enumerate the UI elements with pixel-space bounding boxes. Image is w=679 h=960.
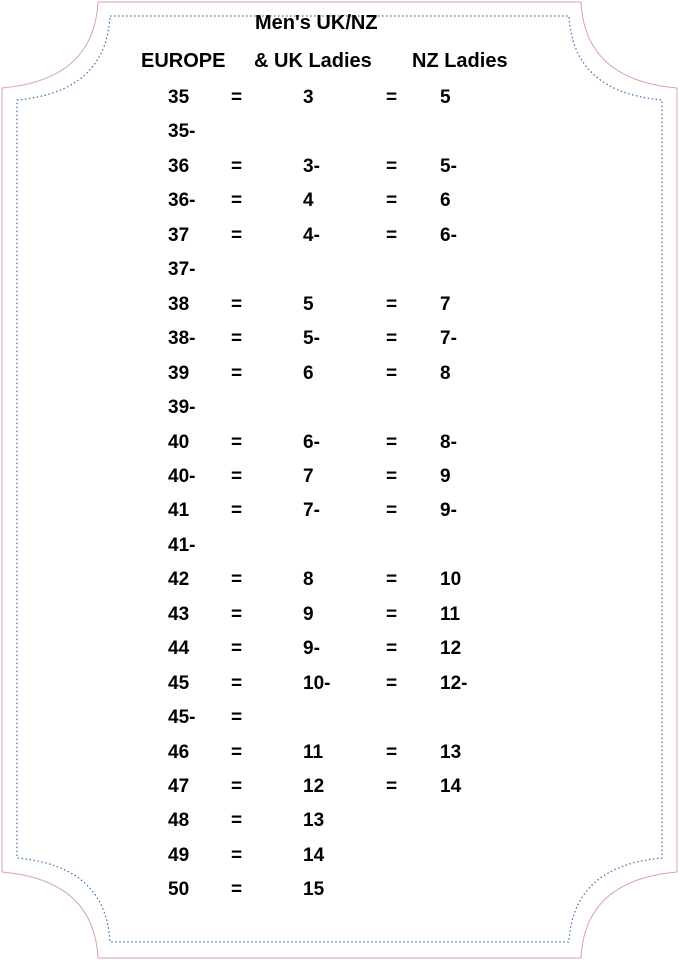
uk-size: 4 bbox=[303, 190, 314, 211]
equals-sign: = bbox=[231, 879, 243, 900]
header-nz-ladies: NZ Ladies bbox=[412, 50, 508, 72]
europe-size: 36 bbox=[168, 156, 190, 177]
europe-size: 42 bbox=[168, 569, 190, 590]
nz-size: 7 bbox=[440, 294, 451, 315]
equals-sign: = bbox=[231, 432, 243, 453]
uk-size: 8 bbox=[303, 569, 314, 590]
europe-size: 37 bbox=[168, 225, 190, 246]
europe-size: 38 bbox=[168, 294, 190, 315]
uk-size: 4- bbox=[303, 225, 320, 246]
europe-size: 39 bbox=[168, 363, 190, 384]
nz-size: 7- bbox=[440, 328, 457, 349]
equals-sign: = bbox=[231, 466, 243, 487]
equals-sign: = bbox=[386, 87, 398, 108]
outer-border bbox=[2, 2, 677, 958]
europe-size: 40 bbox=[168, 432, 190, 453]
equals-sign: = bbox=[386, 638, 398, 659]
equals-sign: = bbox=[231, 225, 243, 246]
equals-sign: = bbox=[386, 432, 398, 453]
nz-size: 5 bbox=[440, 87, 451, 108]
equals-sign: = bbox=[386, 742, 398, 763]
nz-size: 5- bbox=[440, 156, 457, 177]
uk-size: 9- bbox=[303, 638, 320, 659]
equals-sign: = bbox=[386, 569, 398, 590]
europe-size: 45 bbox=[168, 673, 190, 694]
europe-size: 38- bbox=[168, 328, 196, 349]
europe-size: 40- bbox=[168, 466, 196, 487]
equals-sign: = bbox=[231, 604, 243, 625]
equals-sign: = bbox=[231, 673, 243, 694]
europe-size: 41 bbox=[168, 500, 190, 521]
equals-sign: = bbox=[231, 776, 243, 797]
uk-size: 5 bbox=[303, 294, 314, 315]
equals-sign: = bbox=[231, 363, 243, 384]
europe-size: 44 bbox=[168, 638, 190, 659]
header-uk-ladies: & UK Ladies bbox=[254, 50, 372, 72]
equals-sign: = bbox=[386, 363, 398, 384]
nz-size: 8 bbox=[440, 363, 451, 384]
equals-sign: = bbox=[231, 569, 243, 590]
europe-size: 49 bbox=[168, 845, 190, 866]
europe-size: 39- bbox=[168, 397, 196, 418]
nz-size: 9 bbox=[440, 466, 451, 487]
equals-sign: = bbox=[386, 294, 398, 315]
uk-size: 7- bbox=[303, 500, 320, 521]
equals-sign: = bbox=[231, 328, 243, 349]
equals-sign: = bbox=[231, 810, 243, 831]
europe-size: 36- bbox=[168, 190, 196, 211]
nz-size: 14 bbox=[440, 776, 462, 797]
europe-size: 35 bbox=[168, 87, 190, 108]
equals-sign: = bbox=[231, 638, 243, 659]
equals-sign: = bbox=[231, 742, 243, 763]
equals-sign: = bbox=[386, 500, 398, 521]
uk-size: 12 bbox=[303, 776, 325, 797]
equals-sign: = bbox=[231, 87, 243, 108]
uk-size: 15 bbox=[303, 879, 325, 900]
nz-size: 10 bbox=[440, 569, 462, 590]
uk-size: 6 bbox=[303, 363, 314, 384]
europe-size: 48 bbox=[168, 810, 190, 831]
nz-size: 13 bbox=[440, 742, 462, 763]
nz-size: 6 bbox=[440, 190, 451, 211]
equals-sign: = bbox=[386, 190, 398, 211]
equals-sign: = bbox=[231, 500, 243, 521]
uk-size: 9 bbox=[303, 604, 314, 625]
equals-sign: = bbox=[231, 156, 243, 177]
equals-sign: = bbox=[231, 845, 243, 866]
nz-size: 12 bbox=[440, 638, 462, 659]
inner-dotted-border bbox=[17, 16, 662, 942]
uk-size: 11 bbox=[303, 742, 324, 763]
header-mens-uk-nz: Men's UK/NZ bbox=[255, 12, 378, 34]
europe-size: 50 bbox=[168, 879, 190, 900]
uk-size: 7 bbox=[303, 466, 314, 487]
uk-size: 5- bbox=[303, 328, 320, 349]
uk-size: 3- bbox=[303, 156, 320, 177]
equals-sign: = bbox=[386, 466, 398, 487]
equals-sign: = bbox=[231, 707, 243, 728]
equals-sign: = bbox=[386, 604, 398, 625]
nz-size: 11 bbox=[440, 604, 461, 625]
europe-size: 43 bbox=[168, 604, 190, 625]
header-europe: EUROPE bbox=[141, 50, 226, 72]
equals-sign: = bbox=[231, 294, 243, 315]
europe-size: 45- bbox=[168, 707, 196, 728]
nz-size: 6- bbox=[440, 225, 457, 246]
europe-size: 47 bbox=[168, 776, 190, 797]
uk-size: 10- bbox=[303, 673, 331, 694]
nz-size: 12- bbox=[440, 673, 468, 694]
equals-sign: = bbox=[386, 673, 398, 694]
equals-sign: = bbox=[386, 156, 398, 177]
nz-size: 9- bbox=[440, 500, 457, 521]
uk-size: 3 bbox=[303, 87, 314, 108]
uk-size: 6- bbox=[303, 432, 320, 453]
equals-sign: = bbox=[231, 190, 243, 211]
equals-sign: = bbox=[386, 776, 398, 797]
nz-size: 8- bbox=[440, 432, 457, 453]
equals-sign: = bbox=[386, 328, 398, 349]
uk-size: 14 bbox=[303, 845, 325, 866]
europe-size: 41- bbox=[168, 535, 196, 556]
equals-sign: = bbox=[386, 225, 398, 246]
europe-size: 35- bbox=[168, 121, 196, 142]
europe-size: 37- bbox=[168, 259, 196, 280]
uk-size: 13 bbox=[303, 810, 325, 831]
europe-size: 46 bbox=[168, 742, 190, 763]
